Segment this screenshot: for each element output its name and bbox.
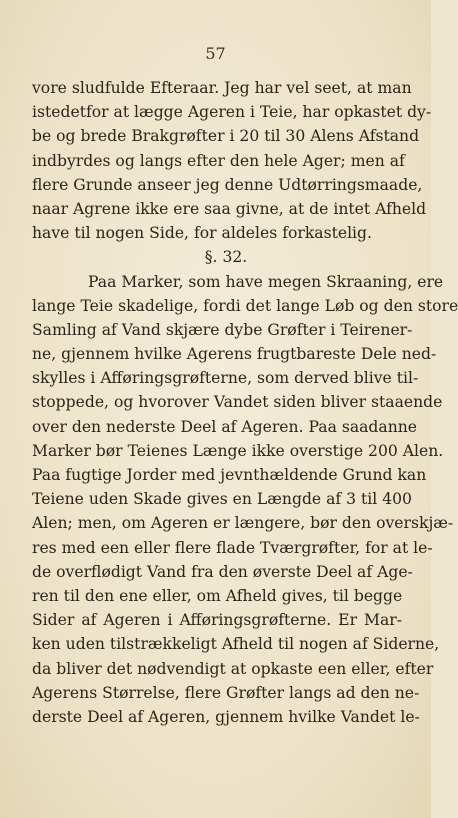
text-line: stoppede, og hvorover Vandet siden bliver staaende [32,393,443,412]
text-line: Paa Marker, som have megen Skraaning, ere [88,272,444,291]
text-line: lange Teie skadelige, fordi det lange Løb og den store [32,296,458,315]
page-number: 57 [205,44,226,63]
text-line: da bliver det nødvendigt at opkaste een eller, efter [32,659,434,678]
text-line: ne, gjennem hvilke Agerens frugtbareste Dele ned- [32,345,437,364]
text-line: derste Deel af Ageren, gjennem hvilke Vandet le- [32,707,420,726]
text-line: Paa fugtige Jorder med jevnthældende Grund kan [32,466,427,484]
text-line: Alen; men, om Ageren er længere, bør den overskjæ- [32,514,454,533]
text-line: Teiene uden Skade gives en Længde af 3 til 400 [32,490,412,509]
text-line: indbyrdes og langs efter den hele Ager; men af [32,151,405,170]
text-line: have til nogen Side, for aldeles forkastelig. [32,224,372,243]
text-line: res med een eller flere flade Tværgrøfter, for at le- [32,538,433,557]
text-line: de overflødigt Vand fra den øverste Deel af Age- [32,562,413,581]
text-line: flere Grunde anseer jeg denne Udtørringsmaade, [32,175,423,194]
text-line: naar Agrene ikke ere saa givne, at de intet Afheld [32,199,427,218]
text-line: ken uden tilstrækkeligt Afheld til nogen af Siderne, [32,635,440,654]
text-line: over den nederste Deel af Ageren. Paa saadanne [32,417,418,436]
text-line: Samling af Vand skjære dybe Grøfter i Teirener- [32,320,413,339]
text-line: ren til den ene eller, om Afheld gives, til begge [32,586,403,605]
text-line: Agerens Størrelse, flere Grøfter langs ad den ne- [32,683,420,702]
body-text [32,76,458,729]
text-line: istedetfor at lægge Ageren i Teie, har opkastet dy- [32,103,432,122]
text-line: Sider af Ageren i Afføringsgrøfterne. Er Mar- [32,611,402,630]
text-line: Marker bør Teienes Længe ikke overstige 200 Alen. [32,441,444,460]
text-line: be og brede Brakgrøfter i 20 til 30 Alens Afstand [32,127,420,146]
text-line: vore sludfulde Efteraar. Jeg har vel seet, at man [32,79,412,97]
section-heading: §. 32. [204,248,248,267]
text-line: skylles i Afføringsgrøfterne, som derved blive til- [32,369,419,388]
